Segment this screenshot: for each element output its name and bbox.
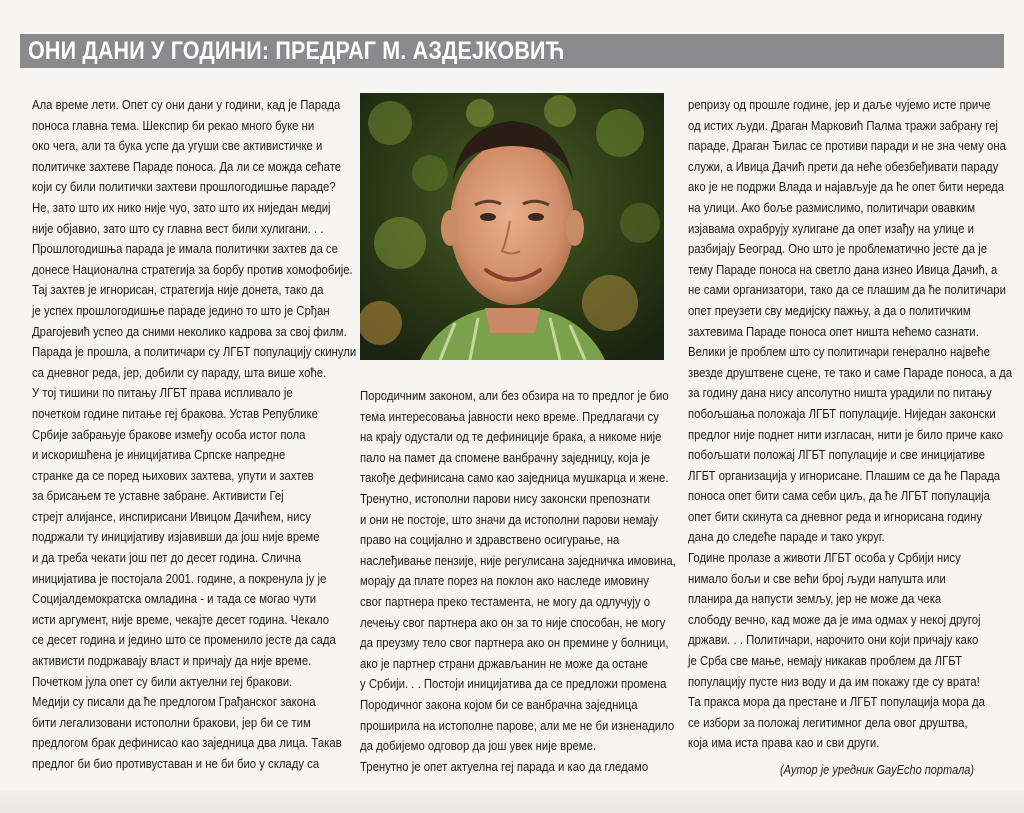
text-line: поноса главна тема. Шекспир би рекао много буке ни <box>32 117 315 133</box>
text-line: ако је не подржи Влада и најављује да ће опет бити нереда <box>688 179 1005 195</box>
text-line: репризу од прошле године, јер и даље чујемо исте приче <box>688 97 991 112</box>
text-line: за брисањем те уставне забране. Активисти Геј <box>32 488 284 504</box>
text-line: Велики је проблем што су политичари генерално највеће <box>688 344 990 360</box>
text-line: од истих људи. Драган Марковић Палма тражи забрану геј <box>688 117 998 133</box>
text-line: и искоришћена је иницијатива Српске напредне <box>32 447 286 463</box>
text-line: за годину дана нису апсолутно ништа урадили по питању <box>688 385 992 401</box>
text-line: право на социјално и здравствено осигурање, на <box>360 532 620 548</box>
text-line: у Србији. . . Постоји иницијатива да се предложи промена <box>360 676 667 692</box>
text-line: да добијемо одговор да још увек није време. <box>360 738 597 754</box>
text-line: У тој тишини по питању ЛГБТ права испливало је <box>32 385 293 401</box>
text-line: служи, а Ивица Дачић прети да неће обезбеђивати параду <box>688 158 999 174</box>
text-line: Социјалдемократска омладина - и тада се могао чути <box>32 591 317 607</box>
text-line: Прошлогодишња парада је имала политички захтев да се <box>32 241 338 257</box>
text-line: пало на памет да спомене ванбрачну заједницу, која је <box>360 449 651 465</box>
text-line: који су били политички захтеви прошлогодишње параде? <box>32 179 336 195</box>
text-line: није објавио, зато што су главна вест били хулигани. . . <box>32 220 324 236</box>
article-title: ОНИ ДАНИ У ГОДИНИ: ПРЕДРАГ М. АЗДЕЈКОВИЋ <box>28 37 565 65</box>
text-line: побољшати положај ЛГБТ популације и све иницијативе <box>688 447 985 463</box>
text-line: предлогом брак дефинисао као заједница два лица. Такав <box>32 735 342 751</box>
text-line: на крају одустали од те дефиниције брака, а никоме није <box>360 429 662 445</box>
text-line: побољшања положаја ЛГБТ популације. Ниједан законски <box>688 405 996 421</box>
text-line: такође дефинисана само као заједница мушкарца и жене. <box>360 470 669 486</box>
author-byline: (Аутор је уредник GayEcho портала) <box>780 763 975 777</box>
text-line: параде, Драган Ђилас се противи паради и не зна чему она <box>688 138 1006 154</box>
text-line: нимало бољи и све већи број људи напушта или <box>688 570 946 586</box>
text-line: која има иста права као и сви други. <box>688 735 880 751</box>
text-line: опет бити скинута са дневног реда и игнорисана годину <box>688 508 983 524</box>
text-line: наслеђивање пензије, није регулисана заједничка имовина, <box>360 552 676 568</box>
text-line: Не, зато што их нико није чуо, зато што их ниједан медиј <box>32 199 331 215</box>
text-line: Тренутно, истополни парови нису законски препознати <box>360 490 650 506</box>
portrait-photo <box>360 93 664 360</box>
text-line: Тренутно је опет актуелна геј парада и као да гледамо <box>360 758 649 774</box>
text-line: Медији су писали да ће предлогом Грађанског закона <box>32 694 316 710</box>
text-line: Породичног закона којом би се ванбрачна заједница <box>360 696 638 712</box>
text-line: проширила на истополне парове, али ме не би изненадило <box>360 717 675 733</box>
text-line: предлог би био противуставан и не би био у складу са <box>32 756 320 771</box>
text-line: не сами организатори, тако да се плашим да ће политичари <box>688 282 1006 298</box>
text-line: иницијатива је постојала 2001. године, а покренула ју је <box>32 570 327 586</box>
text-line: око чега, али та бука успе да угуши све активистичке и <box>32 138 323 154</box>
text-line: почетком године питање геј бракова. Устав Републике <box>32 405 318 421</box>
text-line: Године пролазе а животи ЛГБТ особа у Србији нису <box>688 550 961 566</box>
text-line: донесе Национална стратегија за борбу против хомофобије. <box>32 261 353 277</box>
text-line: и да треба чекати још пет до десет година. Слична <box>32 550 301 566</box>
text-line: исти аргумент, није време, чекајте десет година. Чекало <box>32 611 330 627</box>
text-line: се избори за положај легитимног дела овог друштва, <box>688 714 968 730</box>
text-line: изјавама охрабрују хулигане да опет изађу на улице и <box>688 220 974 236</box>
text-line: подржали ту иницијативу изјавивши да још није време <box>32 529 320 545</box>
text-line: разбијају Београд. Оно што је проблематично јесте да је <box>688 241 988 257</box>
text-line: тему Параде поноса на светло дана изнео Ивица Дачић, а <box>688 261 998 277</box>
text-line: је Срба све мање, немају никакав проблем да ЛГБТ <box>688 653 963 669</box>
text-column-1 <box>32 95 357 775</box>
text-line: слободу вечно, кад може да је има одмах у некој другој <box>688 611 981 627</box>
text-line: Србије забрањује браковe између особа истог пола <box>32 426 306 442</box>
text-line: странке да се поред њихових захтева, упути и захтев <box>32 467 314 483</box>
text-line: са дневног реда, јер, добили су параду, шта више хоће. <box>32 364 327 380</box>
page-bottom-edge <box>0 790 1024 813</box>
text-line: и они не постоје, што значи да истополни парови немају <box>360 511 658 527</box>
author-photo <box>360 93 664 360</box>
text-line: лечењу свог партнера ако он за то није способан, не могу <box>360 614 666 630</box>
text-line: Драгојевић успео да сними неколико кадрова за свој филм. <box>32 323 347 339</box>
text-line: поноса опет бити сама себи циљ, да ће ЛГБТ популација <box>688 488 990 504</box>
text-line: ЛГБТ организација у игнорисане. Плашим се да ће Парада <box>688 467 1001 483</box>
text-line: Породичним законом, али без обзира на то предлог је био <box>360 388 669 403</box>
text-line: бити легализовани истополни бракови, јер би се тим <box>32 714 311 730</box>
text-line: на улици. Ако боље размислимо, политичари овавким <box>688 199 976 215</box>
text-column-2 <box>360 386 676 777</box>
text-line: тема интересовања јавности неко време. Предлагачи су <box>360 408 659 424</box>
text-line: предлог није поднет нити изгласан, нити је било приче како <box>688 426 1003 442</box>
text-line: активисти подржавају власт и причају да није време. <box>32 653 312 669</box>
text-line: морају да плате порез на поклон ако наследе имовину <box>360 573 649 589</box>
text-line: да преузму тело свог партнера ако он премине у болници, <box>360 635 669 651</box>
text-line: политичке захтеве Параде поноса. Да ли се можда сећате <box>32 158 342 174</box>
text-line: Ала време лети. Опет су они дани у години, кад је Парада <box>32 97 341 112</box>
text-line: дана до следеће параде и тако укруг. <box>688 529 885 545</box>
text-line: стрејт алијансе, инспирисани Ивицом Дачићем, нису <box>32 508 311 524</box>
text-line: Тај захтев је игнорисан, стратегија није донета, тако да <box>32 282 324 298</box>
text-line: звезде друштвене сцене, те тако и саме Параде поноса, а да <box>688 364 1013 380</box>
text-line: захтевима Параде поноса опет ништа нећемо сазнати. <box>688 323 979 339</box>
text-line: Парада је прошла, а политичари су ЛГБТ популацију скинули <box>32 344 357 360</box>
text-column-3 <box>688 95 1013 754</box>
text-line: ако је партнер страни држављанин не може да остане <box>360 655 648 671</box>
text-line: држави. . . Политичари, нарочито они који причају како <box>688 632 979 648</box>
text-line: је успех прошлогодишње параде једино то што је Срђан <box>32 302 330 318</box>
text-line: се десет година и једино што се променило јесте да сада <box>32 632 336 648</box>
text-line: Почетком јула опет су били актуелни геј бракови. <box>32 673 293 689</box>
text-line: свог партнера преко тестамента, не могу да одлучују о <box>360 593 651 609</box>
text-line: Та пракса мора да престане и ЛГБТ популација мора да <box>688 694 985 710</box>
text-line: опет преузети сву медијску пажњу, а да о политичким <box>688 302 971 318</box>
text-line: популацију пусте низ воду и да им покажу где су врата! <box>688 673 980 689</box>
text-line: планира да напусти земљу, јер не може да чека <box>688 591 942 607</box>
